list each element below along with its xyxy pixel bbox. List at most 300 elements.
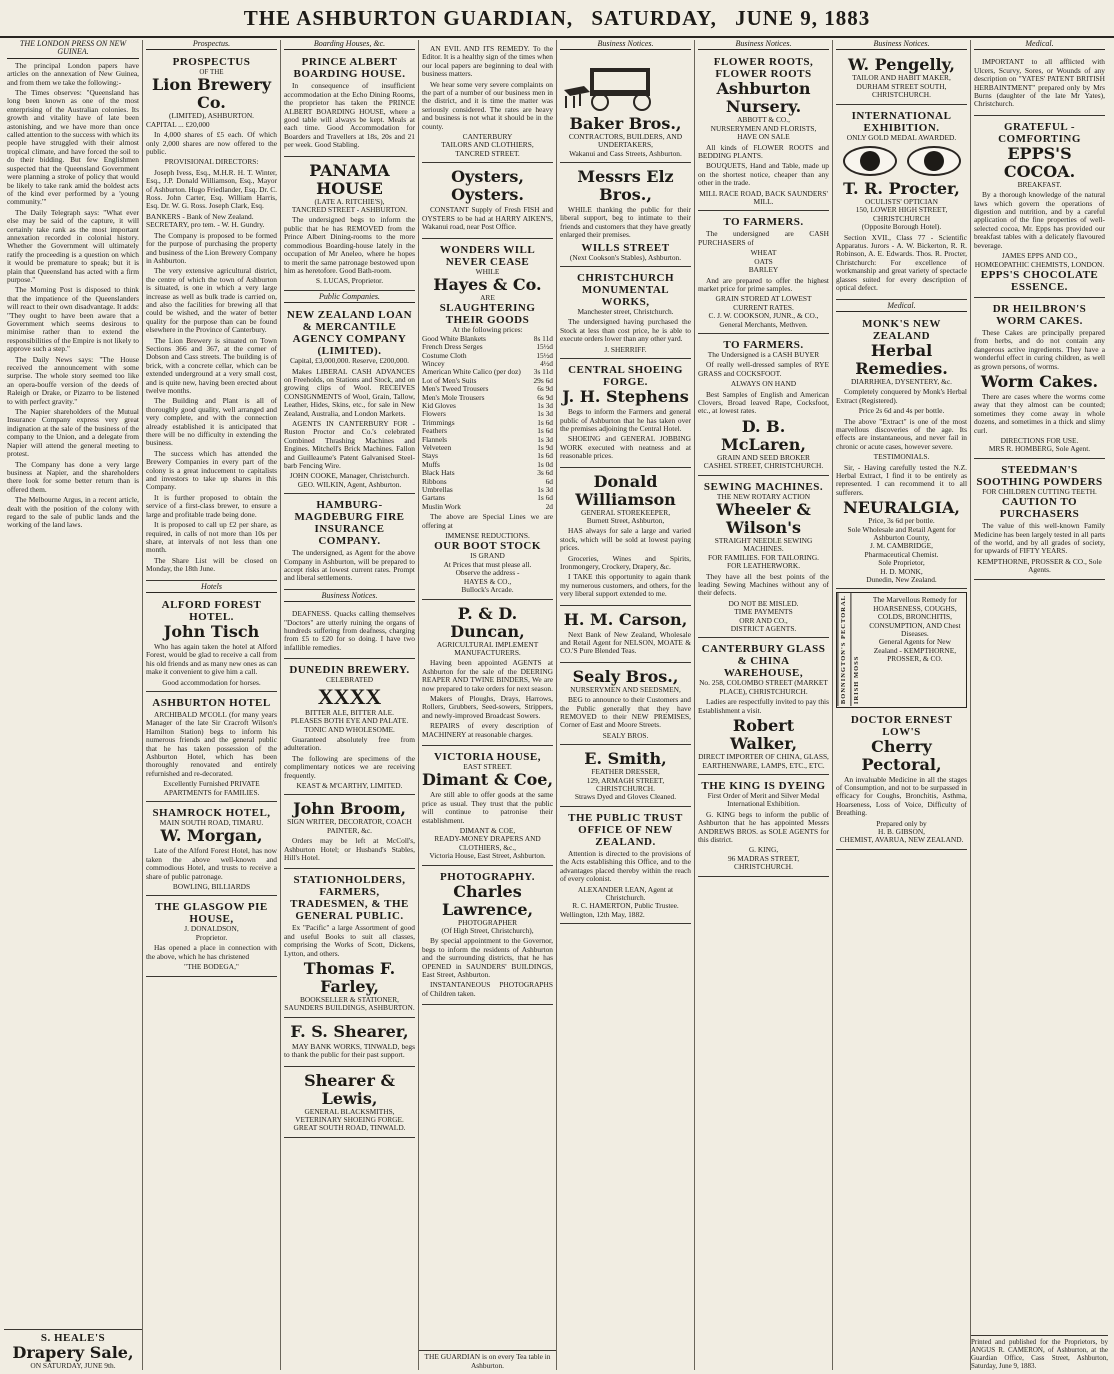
price-item: Black Hats	[422, 468, 455, 478]
prospectus-paragraph: The Company is proposed to be formed for the purpose of purchasing the property and business of the Lion Brewery Company in Ashburton.	[146, 230, 277, 265]
nursery-ad	[698, 53, 829, 211]
directors-heading: PROVISIONAL DIRECTORS:	[164, 157, 259, 167]
ad-name: D. B. McLaren,	[721, 416, 806, 454]
ad-name: Sealy Bros.,	[572, 666, 679, 686]
ad-text: Groceries, Wines and Spirits, Ironmongery, Crockery, Drapery, &c.	[560, 553, 691, 571]
ad-subtitle: BREAKFAST.	[1017, 179, 1062, 189]
price-value: 1s 0d	[537, 459, 553, 469]
ad-title: SEWING MACHINES.	[703, 480, 824, 493]
column-4	[418, 40, 556, 1370]
masthead	[0, 6, 1114, 38]
ad-title: FLOWER ROOTS, FLOWER ROOTS	[713, 56, 814, 81]
price-value: 2d	[545, 501, 553, 511]
section-heading: Hotels	[146, 583, 277, 593]
prospectus-paragraph: It is proposed to call up £2 per share, as required, in calls of not more than 10s per share, at intervals of not less than one month.	[146, 520, 277, 555]
sealy-bros-ad	[560, 665, 691, 745]
ad-subtitle: BITTER ALE, BITTER ALE.	[305, 707, 394, 717]
ad-text: Observe the address -	[455, 568, 520, 578]
ad-subtitle: PHOTOGRAPHER	[458, 917, 517, 927]
ad-text: These Cakes are principally prepared from herbs, and do not contain any dangerous active ingredients. They have a wonderful effect in curing children, as well as grown persons, of worms.	[974, 327, 1105, 371]
ad-text: BARLEY	[748, 265, 779, 275]
ad-text: General Agents for New Zealand - KEMPTHORNE, PROSSER, & CO.	[873, 637, 957, 664]
price-value: 6s 9d	[537, 392, 553, 402]
ad-address: Dunedin, New Zealand.	[866, 575, 937, 585]
ad-text: I TAKE this opportunity to again thank my numerous customers, and others, for the very liberal support extended to me.	[560, 572, 691, 599]
article-paragraph: The Napier shareholders of the Mutual Insurance Company express very great indignation at the sale of the business of the company to the Union, and a delegate from Napier will attend the general meeting to protest.	[7, 407, 139, 459]
price-value: 4½d	[540, 358, 553, 368]
ad-title: STATIONHOLDERS, FARMERS, TRADESMEN, & THE GENERAL PUBLIC.	[290, 874, 409, 923]
glasgow-pie-house-ad	[146, 898, 277, 976]
price-item: Flannels	[422, 434, 448, 444]
ad-title: HAMBURG-MAGDEBURG FIRE INSURANCE COMPANY.	[294, 499, 405, 548]
ad-name: Cherry Pectoral,	[861, 736, 942, 774]
ad-name: S. HEALE'S	[40, 1331, 106, 1344]
ad-text: They have all the best points of the leading Sewing Machines without any of their defects.	[698, 571, 829, 598]
article-paragraph: The Company has done a very large business at Napier, and the shareholders there look for some better return than is offered them.	[7, 459, 139, 494]
ad-text: Guaranteed absolutely free from adulteration.	[284, 734, 415, 753]
price-value: 1s 6d	[537, 417, 553, 427]
ad-text: G. KING begs to inform the public of Ashburton that he has appointed Messrs ANDREWS BROS. as SOLE AGENTS for this district.	[698, 809, 829, 844]
ad-name: J. H. Stephens	[562, 387, 689, 407]
ad-address: GREAT SOUTH ROAD, TINWALD.	[293, 1123, 406, 1133]
ad-subtitle: NURSERYMEN AND SEEDSMEN,	[570, 684, 681, 694]
ad-title: SHAMROCK HOTEL,	[152, 807, 271, 820]
photography-ad	[422, 868, 553, 1006]
panama-house-ad	[284, 159, 415, 291]
eyes-illustration	[836, 146, 967, 176]
price-value: 1s 6d	[537, 426, 553, 436]
ad-title: NEW ZEALAND LOAN & MERCANTILE AGENCY COMPANY (LIMITED).	[286, 309, 413, 358]
ad-subtitle: OCULISTS' OPTICIAN	[865, 197, 938, 207]
ad-address: 96 MADRAS STREET, CHRISTCHURCH.	[727, 853, 800, 872]
farley-ad	[284, 871, 415, 1017]
hearse-illustration	[560, 56, 680, 112]
price-value: 3s 6d	[537, 468, 553, 478]
ad-text: FOR FAMILIES. FOR TAILORING.	[707, 552, 820, 562]
ad-text: DEAFNESS. Quacks calling themselves "Doctors" are utterly ruining the organs of hundreds suffering from deafness, charging from £5 to £20 for so doing. I have two infallible remedies.	[284, 609, 415, 652]
prospectus-paragraph: The Building and Plant is all of thoroughly good quality, well arranged and very complete, and with the connection already established it is anticipated that there will be no difficulty in extending the business.	[146, 396, 277, 448]
ad-text: ARE	[480, 292, 495, 302]
ad-address: 129, ARMAGH STREET, CHRISTCHURCH.	[586, 775, 665, 794]
company-location: (LIMITED), ASHBURTON.	[168, 111, 255, 121]
ad-text: BEG to announce to their Customers and the Public generally that they have REMOVED to their NEW PREMISES, Corner of East and Moore Streets.	[560, 695, 691, 730]
victoria-house-ad	[422, 748, 553, 866]
section-heading: Public Companies.	[284, 293, 415, 303]
ad-title: PHOTOGRAPHY.	[440, 870, 535, 883]
ad-title: TO FARMERS.	[723, 338, 804, 351]
procter-ad	[836, 107, 967, 300]
ad-name: J. DONALDSON,	[184, 924, 239, 934]
ad-subtitle: CONTRACTORS, BUILDERS, AND UNDERTAKERS,	[568, 131, 683, 150]
ad-signature: JOHN COOKE, Manager, Christchurch. GEO. WILKIN, Agent, Ashburton.	[289, 471, 410, 489]
ad-text: WHILE thanking the public for their liberal support, beg to intimate to their friends and customers that they have greatly enlarged their premises.	[560, 205, 691, 240]
ad-title: INTERNATIONAL EXHIBITION.	[851, 109, 952, 134]
hamburg-insurance-ad	[284, 496, 415, 590]
ad-subtitle: MAIN SOUTH ROAD, TIMARU.	[159, 818, 264, 828]
ad-text: Price 2s 6d and 4s per bottle.	[858, 406, 945, 416]
ad-name: Baker Bros.,	[569, 113, 682, 133]
ad-text: WHILE	[475, 266, 500, 276]
ad-signature: R. C. HAMERTON, Public Trustee.	[572, 901, 679, 911]
ad-title: CHRISTCHURCH MONUMENTAL WORKS,	[576, 272, 675, 309]
price-value: 3s 11d	[533, 367, 553, 377]
ad-text: In consequence of insufficient accommodation at the Echo Dining Rooms, the proprietor has taken the PRINCE ALBERT BOARDING HOUSE, where a good table will always be kept. Meals at each time. Good Accommodation for Boarders and Travellers at 18s, 20s and 21 per week. Good Stabling.	[284, 81, 415, 150]
ad-address: MILL RACE ROAD, BACK SAUNDERS' MILL.	[699, 188, 828, 207]
price-value: 29s 6d	[533, 375, 553, 385]
ad-date: ON SATURDAY, JUNE 9th.	[30, 1360, 116, 1370]
eye-icon	[907, 146, 961, 176]
pengelly-ad	[836, 53, 967, 104]
ad-name: T. R. Procter,	[843, 179, 960, 199]
ad-title: VICTORIA HOUSE,	[434, 750, 541, 763]
masthead-title: THE ASHBURTON GUARDIAN,	[243, 6, 574, 30]
ad-text: The undersigned, as Agent for the above Company in Ashburton, will be prepared to accept risks at lowest current rates. Prompt and liberal settlements.	[284, 548, 415, 583]
printer-imprint: Printed and published for the Proprietors, by ANGUS R. CAMERON, of Ashburton, at the Guardian Office, Cass Street, Ashburton, Saturday, June 9, 1883.	[971, 1338, 1108, 1370]
ad-signature: J. SHERRIFF.	[604, 344, 647, 354]
ad-subtitle: Proprietor.	[195, 932, 228, 942]
ad-text: At the following prices:	[452, 325, 523, 335]
column-heading: Business Notices.	[560, 40, 691, 50]
ad-text: BOWLING, BILLIARDS	[172, 882, 251, 892]
ad-text: GRAIN STORED AT LOWEST CURRENT RATES.	[715, 294, 812, 312]
ad-text: TIME PAYMENTS	[734, 607, 793, 617]
price-item: Velveteen	[422, 443, 452, 452]
price-value: 1s 9d	[537, 443, 553, 452]
price-value: 1s 3d	[537, 400, 553, 410]
prospectus-paragraph: The very extensive agricultural district, the centre of which the town of Ashburton is situated, is one in which a very large increase as well as bulk trade is carried on, and also the facilities for brewing all that could be wished, and the water of better quality for the purpose than can be found elsewhere in the Province of Canterbury.	[146, 266, 277, 335]
epps-cocoa-ad	[974, 118, 1105, 298]
ad-text: HAS always for sale a large and varied stock, which will be sold at lowest paying prices.	[560, 526, 691, 553]
price-row	[422, 444, 553, 452]
ad-text: Attention is directed to the provisions of the Acts establishing this Office, and to the advantages placed thereby within the reach of every colonist.	[560, 848, 691, 884]
ad-address: DURHAM STREET SOUTH, CHRISTCHURCH.	[856, 81, 947, 100]
capital: CAPITAL ... £20,000	[146, 119, 210, 129]
sewing-machines-ad	[698, 478, 829, 639]
prospectus-of: OF THE	[199, 68, 224, 77]
ad-signature: DIMANT & COE,	[459, 826, 516, 835]
ad-signature: KEMPTHORNE, PROSSER & CO., Sole Agents.	[977, 556, 1102, 575]
ad-text: HOARSENESS, COUGHS, COLDS, BRONCHITIS, CONSUMPTION, AND Chest Diseases.	[869, 603, 961, 639]
ad-name: Donald Williamson	[575, 471, 676, 509]
ad-title: IRISH MOSS	[850, 593, 863, 706]
ad-subtitle: READY-MONEY DRAPERS AND CLOTHIERS, &c.,	[434, 834, 541, 852]
public-trust-ad	[560, 809, 691, 924]
ad-address: (Next Cookson's Stables), Ashburton.	[569, 252, 682, 262]
price-value: 1s 3d	[537, 434, 553, 444]
ad-subtitle: TANCRED STREET - ASHBURTON.	[291, 205, 408, 215]
column-heading: Prospectus.	[146, 40, 277, 50]
williamson-ad	[560, 470, 691, 606]
ad-address: Bullock's Arcade.	[461, 585, 514, 595]
ad-address: CHEMIST, AVARUA, NEW ZEALAND.	[839, 835, 964, 845]
price-item: Wincey	[422, 358, 445, 368]
ad-signature: JAMES EPPS AND CO.,	[1001, 251, 1078, 261]
ad-text: Ex "Pacific" a large Assortment of good and useful Books to suit all classes, comprising the Works of Scott, Dickens, Lytton, and others.	[284, 923, 415, 958]
column-heading: THE LONDON PRESS ON NEW GUINEA.	[7, 40, 139, 59]
ad-name: F. S. Shearer,	[290, 1021, 409, 1041]
article-paragraph: The Times observes: "Queensland has long been known as one of the most enterprising of the Australian colonies. Its growth and vitality have of late been astonishing, and we have more than once called attention to the success with which its people have struggled with their almost tropical climate, and have forced the soil to do their bidding. But few Englishmen suspected that the Queensland Government were planning a stroke of policy that would be likely to take rank amid the boldest acts of the kind ever performed by a 'young community.'"	[7, 88, 139, 207]
price-item: American White Calico (per doz)	[422, 367, 521, 377]
price-value: 1s 6d	[537, 493, 553, 503]
ad-text: Has opened a place in connection with the above, which he has christened	[146, 943, 277, 961]
ad-name: H. M. Carson,	[563, 609, 688, 629]
ad-text: Next Bank of New Zealand, Wholesale and Retail Agent for NELSON, MOATE & CO.'S Pure Blended Teas.	[560, 629, 691, 656]
section-heading: Medical.	[836, 302, 967, 312]
ad-text: AN EVIL AND ITS REMEDY. To the Editor. It is a healthy sign of the times when our local papers are beginning to deal with business matters.	[422, 44, 553, 79]
ad-signature: HAYES & CO.,	[463, 576, 512, 586]
masthead-day: SATURDAY,	[591, 6, 717, 30]
ad-subtitle: EAST STREET.	[463, 761, 512, 771]
ad-text: Excellently Furnished PRIVATE APARTMENTS for FAMILIES.	[163, 779, 260, 797]
ad-address: 150, LOWER HIGH STREET, CHRISTCHURCH	[855, 205, 948, 223]
ad-date: Wellington, 12th May, 1882.	[560, 909, 645, 919]
ad-signature: KEAST & M'CARTHY, LIMITED.	[296, 780, 403, 790]
ad-text: The above are Special Lines we are offering at	[422, 512, 553, 530]
ad-text: By a thorough knowledge of the natural laws which govern the operations of digestion and nutrition, and by a careful application of the fine properties of well-selected cocoa, Mr. Epps has provided our breakfast tables with a delicately flavoured beverage.	[974, 190, 1105, 250]
article-paragraph: The Daily News says: "The House received the announcement with some surprise. The whole story seemed too like an opera-bouffe version of the deeds of Raleigh or Drake, or Pizarro to be listened to with perfect gravity."	[7, 354, 139, 406]
column-heading: Business Notices.	[836, 40, 967, 50]
shearer-ad	[284, 1020, 415, 1067]
ad-name: Dimant & Coe,	[422, 770, 554, 790]
lion-brewery-prospectus	[146, 53, 277, 580]
ad-name: Charles Lawrence,	[441, 881, 534, 919]
ad-signature: G. KING,	[748, 845, 779, 855]
ad-subtitle: DIRECT IMPORTER OF CHINA, GLASS, EARTHENWARE, LAMPS, ETC., ETC.	[698, 752, 829, 770]
ad-text: Of really well-dressed samples of RYE GRASS and COCKSFOOT.	[698, 360, 829, 378]
ad-name: Messrs Elz Bros.,	[577, 167, 674, 205]
column-heading: Business Notices.	[698, 40, 829, 50]
price-item: Gartans	[422, 493, 445, 503]
ad-text: SHOEING and GENERAL JOBBING WORK executed with neatness and at reasonable prices.	[560, 434, 691, 461]
ad-text: INSTANTANEOUS PHOTOGRAPHS of Children taken.	[422, 980, 553, 998]
article-new-guinea	[7, 62, 139, 530]
shares: In 4,000 shares of £5 each. Of which only 2,000 shares are now offered to the public.	[146, 130, 277, 157]
ad-name: W. Pengelly,	[848, 55, 955, 75]
ad-signature: MRS R. HOMBERG, Sole Agent.	[988, 444, 1091, 454]
ad-title: PANAMA HOUSE	[309, 160, 390, 198]
ad-address: Manchester street, Christchurch.	[577, 307, 674, 317]
price-value: 15½d	[536, 350, 553, 360]
ad-text: DO NOT BE MISLED.	[728, 598, 799, 608]
ad-brand: XXXX	[317, 683, 382, 709]
ad-text: THE GUARDIAN is on every Tea table in Ashburton.	[424, 1352, 551, 1370]
column-5	[556, 40, 694, 1370]
ad-subtitle: SLAUGHTERING THEIR GOODS	[439, 302, 536, 327]
ad-subtitle: GENERAL STOREKEEPER,	[580, 507, 671, 517]
ad-name: John Tisch	[163, 621, 260, 641]
ad-text: By special appointment to the Governor, begs to inform the residents of Ashburton and the surrounding districts, that he has OPENED in SAUNDERS' BUILDINGS, East Street, Ashburton.	[422, 936, 553, 980]
column-3	[280, 40, 418, 1370]
carson-ad	[560, 608, 691, 663]
ad-signature: H. B. GIBSON,	[877, 826, 926, 836]
price-value: 1s 3d	[537, 485, 553, 495]
ad-text: Sir, - Having carefully tested the N.Z. Herbal Extract, I find it to be entirely as represented. I can recommend it to all sufferers.	[836, 462, 967, 497]
ad-name: EPPS'S COCOA.	[1003, 143, 1076, 181]
price-value: 6d	[545, 476, 553, 486]
ad-text: Sole Wholesale and Retail Agent for Ashburton County,	[847, 524, 956, 542]
ad-title: BONNINGTON'S PECTORAL	[837, 593, 850, 706]
ad-subtitle: HOMŒOPATHIC CHEMISTS, LONDON.	[974, 259, 1105, 269]
ad-text: Straws Dyed and Gloves Cleaned.	[574, 792, 677, 802]
ad-text: Orders may be left at McColl's, Ashburton Hotel; or Husband's Stables, Hill's Hotel.	[284, 836, 415, 862]
ad-text: REPAIRS of every description of MACHINERY at reasonable charges.	[422, 721, 553, 739]
ad-subtitle: DIARRHŒA, DYSENTERY, &c.	[850, 376, 953, 386]
ad-name: W. Morgan,	[160, 826, 263, 846]
column-1	[4, 40, 142, 1370]
ad-name: Ashburton Nursery.	[716, 79, 811, 117]
column-2	[142, 40, 280, 1370]
alford-forest-hotel-ad	[146, 596, 277, 692]
yates-ointment-ad	[974, 53, 1105, 115]
price-row	[422, 503, 553, 511]
ad-title: DOCTOR ERNEST LOW'S	[850, 713, 953, 738]
ad-text: Makes LIBERAL CASH ADVANCES on Freeholds, on Stations and Stock, and on growing clips of Wool. RECEIVES CONSIGNMENTS of Wool, Grain, Tallow, Leather, Hides, Skins, etc., for sale in New Zealand, Australia, and London Markets.	[284, 366, 415, 418]
letter-to-editor	[422, 40, 553, 163]
ad-address: WILLS STREET	[581, 241, 670, 254]
ad-text: FOR LEATHERWORK.	[726, 561, 801, 571]
ad-text: CANTERBURY	[462, 132, 513, 142]
ad-text: Having been appointed AGENTS at Ashburton for the sale of the DEERING REAPER AND TWINE BINDERS, We are now prepared to take orders for next season.	[422, 658, 553, 693]
ad-address: No. 258, COLOMBO STREET (MARKET PLACE), CHRISTCHURCH.	[699, 678, 828, 696]
bankers: BANKERS - Bank of New Zealand.	[146, 211, 254, 221]
drapery-sale-ad	[4, 1329, 142, 1370]
ad-text: TANCRED STREET.	[455, 148, 520, 158]
ad-address: CASHEL STREET, CHRISTCHURCH.	[703, 461, 824, 471]
ad-name: Hayes & Co.	[433, 274, 542, 294]
ad-text: BOUQUETS, Hand and Table, made up on the shortest notice, cheaper than any other in the trade.	[698, 161, 829, 188]
baker-bros-ad	[560, 53, 691, 163]
glass-china-ad	[698, 640, 829, 774]
ad-address: Victoria House, East Street, Ashburton.	[429, 851, 546, 861]
ad-text: Ladies are respectfully invited to pay this Establishment a visit.	[698, 697, 829, 715]
ad-text: We hear some very severe complaints on the part of a number of our business men in the district, and it is time the matter was seriously considered. The rates are heavy and business is not what it should be in the county.	[422, 79, 553, 131]
ad-text: Late of the Alford Forest Hotel, has now taken the above well-known and commodious Hotel, and trusts to receive a share of public patronage.	[146, 846, 277, 881]
ad-name: Worm Cakes.	[980, 371, 1099, 391]
ad-subtitle: BOOKSELLER & STATIONER, SAUNDERS BUILDINGS, ASHBURTON.	[284, 995, 415, 1013]
price-item: Stays	[422, 451, 439, 461]
ad-subtitle: STRAIGHT NEEDLE SEWING MACHINES.	[714, 536, 813, 554]
ad-text: Section XVII., Class 77 - Scientific Apparatus. Jurors - A. W. Bickerton, R. R. Robinson, A. E. Edwards. Thos. R. Procter, Christchurch: For excellence of workmanship and great variety of spectacle glasses suited for every description of optical defect.	[836, 232, 967, 293]
ad-title: DUNEDIN BREWERY.	[289, 664, 410, 677]
ad-title: GRATEFUL - COMFORTING	[998, 120, 1081, 145]
ad-title: THE PUBLIC TRUST OFFICE OF NEW ZEALAND.	[568, 811, 683, 848]
price-item: Muffs	[422, 459, 440, 469]
ad-address: Wakanui and Cass Streets, Ashburton.	[569, 148, 682, 158]
irish-moss-ad	[836, 592, 967, 707]
ad-name: John Broom,	[293, 799, 406, 819]
ad-text: AGENTS IN CANTERBURY FOR - Ruston Proctor and Co.'s celebrated Combined Thrashing Machines and Engines. Mitchell's Brick Machines. Fallon and Guilleaume's Patent Galvanised Steel-barb Fencing Wire.	[284, 418, 415, 470]
ad-text: Begs to inform the Farmers and general public of Ashburton that he has taken over the premises adjoining the Central Hotel.	[560, 407, 691, 433]
ad-subtitle: VETERINARY SHOEING FORGE.	[295, 1115, 404, 1125]
ad-subtitle: ABBOTT & CO.,	[737, 115, 790, 125]
ad-title: THE KING IS DYEING	[701, 779, 826, 792]
ad-name: Robert Walker,	[729, 716, 798, 754]
ad-address: General Merchants, Methven.	[719, 319, 808, 329]
ad-name: Herbal Remedies.	[855, 340, 948, 378]
column-7	[832, 40, 970, 1370]
ad-name: P. & D. Duncan,	[450, 603, 525, 641]
shearer-lewis-ad	[284, 1069, 415, 1138]
elz-bros-ad	[560, 165, 691, 267]
ad-text: The undersigned begs to inform the public that he has REMOVED from the Prince Albert Dining-rooms to the more commodious Boarding-house lately in the occupation of Mr Aneleo, where he hopes to merit the same patronage bestowed upon him as heretofore. Good Bath-room.	[284, 215, 415, 275]
price-item: Feathers	[422, 426, 448, 436]
article-paragraph: The Melbourne Argus, in a recent article, dealt with the position of the colony with regard to the sale of public lands and the working of the land laws.	[7, 495, 139, 530]
ad-subtitle: NURSERYMEN AND FLORISTS,	[710, 123, 817, 133]
ad-text: The undersigned having purchased the Stock at less than cost price, he is able to execute orders lower than any other yard.	[560, 317, 691, 344]
article-paragraph: The principal London papers have articles on the annexation of New Guinea, and from them we take the following:-	[7, 60, 139, 87]
ad-title: CENTRAL SHOEING FORGE.	[568, 364, 683, 389]
ad-text: CONSTANT Supply of Fresh FISH and OYSTERS to be had at HARRY AIKEN'S, Wakanui road, near Post Office.	[422, 205, 553, 232]
monumental-works-ad	[560, 269, 691, 359]
price-item: Costume Cloth	[422, 350, 467, 360]
ad-signature: ORR AND CO.,	[739, 615, 788, 625]
prospectus-paragraph: The Lion Brewery is situated on Town Sections 366 and 367, at the corner of Dobson and Cass streets. The building is of brick, with a concrete cellar, which can be extended underground at a very small cost, and is quite new, having been erected about twelve months.	[146, 335, 277, 395]
ad-title: WONDERS WILL NEVER CEASE	[439, 243, 536, 268]
ad-text: The value of this well-known Family Medicine has been largely tested in all parts of the world, and by all grades of society, for upwards of FIFTY YEARS.	[974, 521, 1105, 556]
ad-signature: H. D. MONK,	[880, 566, 923, 576]
guardian-notice	[419, 1350, 556, 1370]
ad-subtitle: THE NEW ROTARY ACTION	[716, 491, 811, 501]
shamrock-hotel-ad	[146, 804, 277, 896]
price-value: 1s 6d	[537, 451, 553, 461]
ad-subtitle: Pharmaceutical Chemist.	[864, 549, 939, 559]
ad-title: ASHBURTON HOTEL	[152, 696, 271, 709]
ad-subtitle: TAILOR AND HABIT MAKER,	[852, 73, 951, 83]
company-name: Lion Brewery Co.	[151, 75, 271, 113]
prospectus-title: PROSPECTUS	[172, 56, 251, 69]
ad-subtitle: ALWAYS ON HAND	[730, 379, 797, 389]
price-item: Muslin Work	[422, 501, 461, 511]
farmers-ad-1	[698, 213, 829, 333]
price-value: 1s 3d	[537, 409, 553, 419]
worm-cakes-ad	[974, 300, 1105, 459]
ashburton-hotel-ad	[146, 694, 277, 802]
prospectus-paragraph: The Share List will be closed on Monday, the 18th June.	[146, 555, 277, 574]
ad-subtitle: GENERAL BLACKSMITHS,	[304, 1106, 395, 1116]
eye-icon	[843, 146, 897, 176]
john-broom-ad	[284, 797, 415, 869]
ad-subtitle: First Order of Merit and Silver Medal International Exhibition.	[707, 790, 820, 809]
ad-title: CAUTION TO PURCHASERS	[999, 496, 1080, 521]
dunedin-brewery-ad	[284, 661, 415, 795]
ad-title: EPPS'S CHOCOLATE ESSENCE.	[980, 268, 1099, 293]
ad-subtitle: TONIC AND WHOLESOME.	[304, 724, 395, 734]
ad-text: There are cases where the worms come away that they almost can be counted; sometimes they come away in whole dozens, and sometimes in a thick and slimy curl.	[974, 391, 1105, 435]
ad-text: The undersigned are CASH PURCHASERS of	[698, 229, 829, 247]
column-heading: Boarding Houses, &c.	[284, 40, 415, 50]
ad-text: Completely conquered by Monk's Herbal Extract (Registered).	[836, 387, 967, 405]
price-value: 6s 9d	[537, 384, 553, 394]
cherry-pectoral-ad	[836, 711, 967, 850]
ad-text: Are still able to offer goods at the same price as usual. They trust that the public will continue to patronise their establishment.	[422, 790, 553, 825]
ad-title: STEEDMAN'S SOOTHING POWDERS	[976, 463, 1103, 488]
price-list	[422, 335, 553, 512]
ad-name: E. Smith,	[584, 749, 667, 769]
price-value: 15½d	[536, 342, 553, 352]
column-6	[694, 40, 832, 1370]
ad-title: MONK'S NEW ZEALAND	[862, 317, 941, 342]
ad-subtitle: FOR CHILDREN CUTTING TEETH.	[982, 486, 1097, 496]
ad-text: Price, 3s 6d per bottle.	[868, 516, 935, 526]
ad-subtitle: Capital, £3,000,000. Reserve, £200,000.	[289, 356, 410, 366]
imprint	[971, 1335, 1108, 1370]
price-value: 8s 11d	[533, 333, 553, 343]
ad-title: DR HEILBRON'S WORM CAKES.	[992, 302, 1087, 327]
ad-text: The following are specimens of the complimentary notices we are receiving frequently.	[284, 753, 415, 780]
price-item: Flowers	[422, 409, 446, 419]
ad-text: TAILORS AND CLOTHIERS,	[441, 140, 534, 150]
ad-title: Oysters, Oysters.	[451, 167, 524, 205]
